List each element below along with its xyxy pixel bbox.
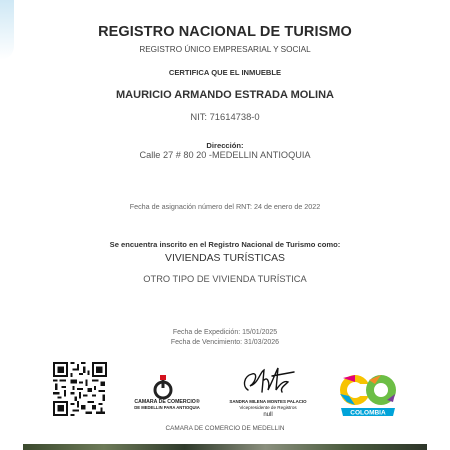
chamber-name: CAMARA DE COMERCIO® bbox=[134, 399, 200, 405]
signer-role: Vicepresidente de Registros bbox=[239, 405, 297, 410]
signer-name: SANDRA MILENA MONTES PALACIO bbox=[229, 399, 307, 404]
colombia-wordmark: COLOMBIA bbox=[350, 409, 386, 417]
photo-preview-strip bbox=[23, 444, 427, 450]
signature-note: null bbox=[263, 412, 273, 418]
expiry-date: Fecha de Vencimiento: 31/03/2026 bbox=[170, 339, 280, 346]
owner-nit: NIT: 71614738-0 bbox=[190, 111, 260, 122]
chamber-region: DE MEDELLIN PARA ANTIOQUIA bbox=[134, 405, 200, 410]
chamber-of-commerce-logo bbox=[122, 375, 212, 415]
owner-name: MAURICIO ARMANDO ESTRADA MOLINA bbox=[116, 89, 334, 101]
issuer-name: CAMARA DE COMERCIO DE MEDELLIN bbox=[165, 425, 285, 432]
expedition-date: Fecha de Expedición: 15/01/2025 bbox=[172, 329, 278, 336]
lodging-type: OTRO TIPO DE VIVIENDA TURÍSTICA bbox=[143, 274, 307, 284]
category: VIVIENDAS TURÍSTICAS bbox=[165, 253, 285, 264]
chamber-of-commerce-icon bbox=[150, 375, 176, 399]
certifies-heading: CERTIFICA QUE EL INMUEBLE bbox=[168, 68, 282, 77]
registered-as-heading: Se encuentra inscrito en el Registro Nacional de Turismo como: bbox=[109, 240, 341, 249]
certificate-subtitle: REGISTRO ÚNICO EMPRESARIAL Y SOCIAL bbox=[139, 45, 311, 54]
address-value: Calle 27 # 80 20 -MEDELLIN ANTIOQUIA bbox=[139, 150, 311, 160]
address-label: Dirección: bbox=[206, 141, 244, 150]
colombia-brand-logo bbox=[335, 372, 401, 418]
assignment-date: Fecha de asignación número del RNT: 24 de enero de 2022 bbox=[129, 202, 321, 211]
handwritten-signature bbox=[238, 366, 298, 400]
certificate-title: REGISTRO NACIONAL DE TURISMO bbox=[98, 24, 352, 40]
signature-block bbox=[226, 366, 310, 426]
qr-code-icon bbox=[53, 362, 107, 416]
